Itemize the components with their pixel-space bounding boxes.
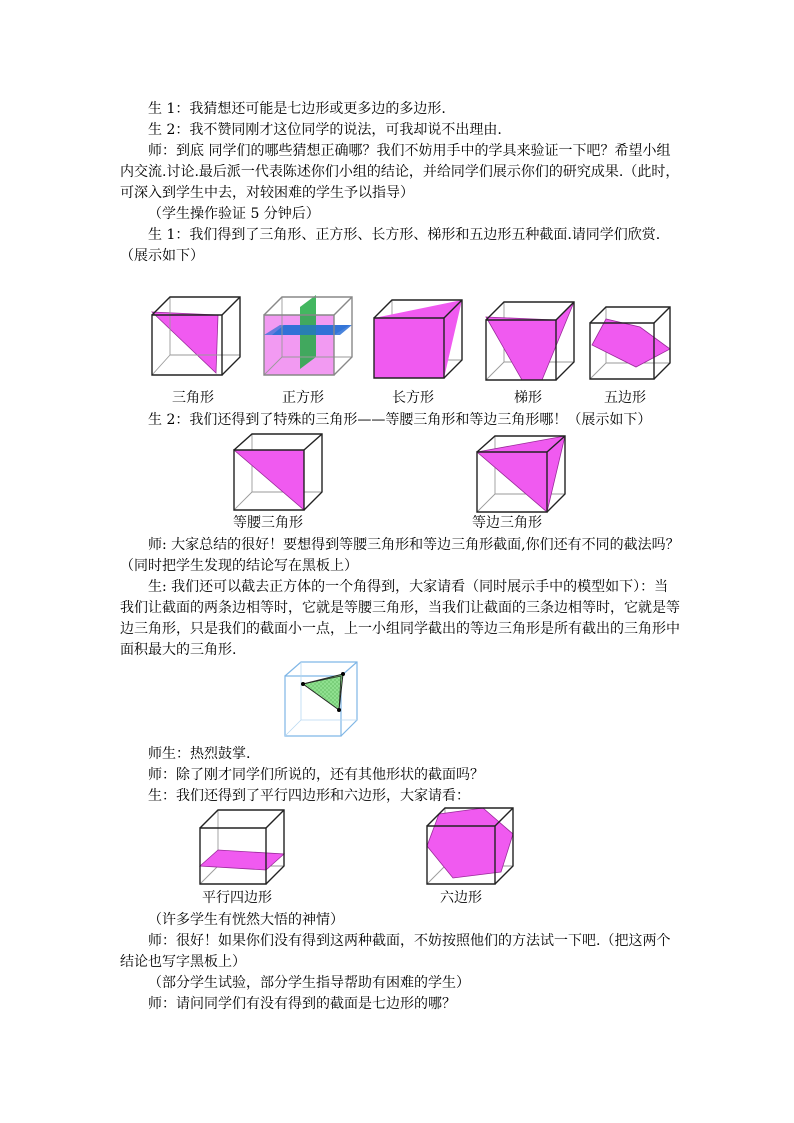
caption-trapezoid: 梯形: [514, 390, 542, 406]
para-students-operate: （学生操作验证 5 分钟后）: [148, 206, 320, 222]
para-applause: 师生：热烈鼓掌.: [148, 746, 251, 762]
para-students-experiment: （部分学生试验，部分学生指导帮助有困难的学生）: [148, 975, 470, 991]
para-teacher-try-1: 师：很好！如果你们没有得到这两种截面，不妨按照他们的方法试一下吧.（把这两个: [148, 933, 671, 949]
para-teacher-verify-2: 内交流.讨论.最后派一代表陈述你们小组的结论，并给同学们展示你们的研究成果.（此时，: [120, 164, 680, 180]
cube-corner-cut: [283, 660, 359, 738]
cube-triangle-section: [148, 295, 244, 377]
caption-isosceles: 等腰三角形: [233, 515, 303, 531]
cube-rectangle-section: [370, 298, 466, 380]
para-cut-corner-3: 边三角形，只是我们的截面小一点，上一小组同学截出的等边三角形是所有截出的三角形中: [120, 621, 680, 637]
cube-equilateral-section: [473, 434, 569, 514]
para-five-sections-1: 生 1：我们得到了三角形、正方形、长方形、梯形和五边形五种截面.请同学们欣赏.: [148, 227, 661, 243]
para-teacher-other-cuts-2: （同时把学生发现的结论写在黑板上）: [120, 558, 358, 574]
caption-triangle: 三角形: [172, 390, 214, 406]
cube-square-section: [260, 295, 356, 377]
cube-isosceles-section: [230, 432, 326, 512]
cube-pentagon-section: [588, 305, 674, 381]
caption-pentagon: 五边形: [604, 390, 646, 406]
caption-square: 正方形: [282, 390, 324, 406]
para-student2-disagree: 生 2：我不赞同刚才这位同学的说法，可我却说不出理由.: [148, 122, 502, 138]
para-special-triangles: 生 2：我们还得到了特殊的三角形——等腰三角形和等边三角形哪！（展示如下）: [148, 412, 652, 428]
para-teacher-verify-1: 师：到底 同学们的哪些猜想正确哪？我们不妨用手中的学具来验证一下吧？希望小组: [148, 143, 671, 159]
para-student1-guess: 生 1：我猜想还可能是七边形或更多边的多边形.: [148, 101, 446, 117]
para-teacher-other-cuts-1: 师: 大家总结的很好！要想得到等腰三角形和等边三角形截面,你们还有不同的截法吗？: [148, 537, 680, 553]
caption-hexagon: 六边形: [440, 890, 482, 906]
para-cut-corner-2: 我们让截面的两条边相等时，它就是等腰三角形，当我们让截面的三条边相等时，它就是等: [120, 600, 680, 616]
para-parallelogram-hexagon: 生：我们还得到了平行四边形和六边形，大家请看：: [148, 788, 470, 804]
para-realization: （许多学生有恍然大悟的神情）: [148, 912, 344, 928]
para-teacher-other-shapes: 师：除了刚才同学们所说的，还有其他形状的截面吗？: [148, 767, 484, 783]
para-teacher-verify-3: 可深入到学生中去，对较困难的学生予以指导）: [120, 185, 414, 201]
caption-equilateral: 等边三角形: [472, 515, 542, 531]
para-heptagon-question: 师：请问同学们有没有得到的截面是七边形的哪？: [148, 996, 456, 1012]
para-cut-corner-4: 面积最大的三角形.: [120, 642, 237, 658]
cube-parallelogram-section: [198, 808, 288, 886]
caption-rectangle: 长方形: [392, 390, 434, 406]
para-teacher-try-2: 结论也写字黑板上）: [120, 954, 246, 970]
para-cut-corner-1: 生: 我们还可以截去正方体的一个角得到，大家请看（同时展示手中的模型如下）：当: [148, 579, 669, 595]
caption-parallelogram: 平行四边形: [202, 890, 272, 906]
cube-hexagon-section: [425, 806, 517, 886]
para-five-sections-2: （展示如下）: [120, 248, 204, 264]
cube-trapezoid-section: [482, 300, 578, 382]
